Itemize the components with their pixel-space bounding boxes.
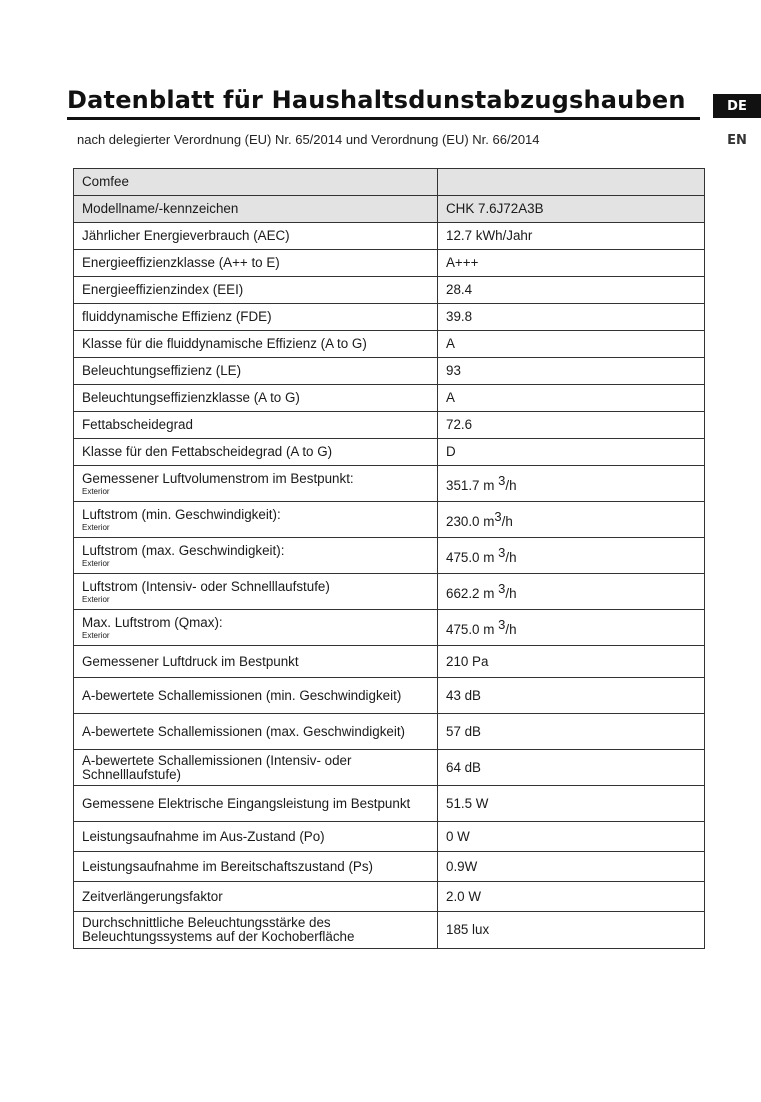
- row-label-cell: [74, 538, 438, 574]
- row-value-cell: [438, 358, 705, 385]
- row-value-cell: [438, 385, 705, 412]
- row-value-exponent: 3: [498, 545, 506, 560]
- row-label: Luftstrom (Intensiv- oder Schnelllaufstufe): [82, 578, 330, 594]
- row-value-cell: [438, 331, 705, 358]
- row-label: Fettabscheidegrad: [82, 417, 193, 432]
- row-label: Energieeffizienzindex (EEI): [82, 282, 244, 297]
- row-value: 28.4: [446, 282, 473, 297]
- row-label: Klasse für die fluiddynamische Effizienz (A to G): [82, 336, 367, 351]
- row-sublabel: Exterior: [82, 558, 110, 568]
- row-value-cell: [438, 466, 705, 502]
- row-label-cell: [74, 574, 438, 610]
- row-value-unit: /h: [501, 514, 513, 529]
- row-sublabel: Exterior: [82, 594, 110, 604]
- row-label: Beleuchtungseffizienz (LE): [82, 363, 242, 378]
- table-row: [74, 882, 705, 912]
- brand-name: Comfee: [74, 169, 438, 196]
- table-row: [74, 331, 705, 358]
- table-row: [74, 852, 705, 882]
- row-value-cell: [438, 304, 705, 331]
- table-row: [74, 358, 705, 385]
- language-tab-de[interactable]: DE: [713, 94, 761, 118]
- row-label-cell: [74, 196, 438, 223]
- table-row: [74, 646, 705, 678]
- table-row: [74, 196, 705, 223]
- table-row: [74, 502, 705, 538]
- row-label: A-bewertete Schallemissionen (max. Geschwindigkeit): [82, 723, 405, 739]
- row-label-cell: [74, 358, 438, 385]
- row-value-exponent: 3: [498, 473, 506, 488]
- row-value-unit: /h: [505, 478, 517, 493]
- regulation-subtitle: nach delegierter Verordnung (EU) Nr. 65/2014 und Verordnung (EU) Nr. 66/2014: [77, 132, 540, 147]
- row-value-cell: [438, 223, 705, 250]
- page-title: Datenblatt für Haushaltsdunstabzugshauben: [67, 86, 686, 114]
- table-row: [74, 277, 705, 304]
- table-row: [74, 822, 705, 852]
- title-underline: [67, 117, 700, 120]
- row-value: 64 dB: [446, 759, 481, 775]
- row-value-cell: [438, 538, 705, 574]
- row-label: Leistungsaufnahme im Bereitschaftszustand (Ps): [82, 858, 374, 874]
- row-value: A+++: [446, 255, 479, 270]
- table-row: [74, 466, 705, 502]
- row-value-cell: [438, 678, 705, 714]
- row-value-exponent: 3: [494, 509, 502, 524]
- row-value: A: [446, 336, 455, 351]
- table-row: [74, 223, 705, 250]
- row-value: 72.6: [446, 417, 473, 432]
- row-label: Gemessener Luftdruck im Bestpunkt: [82, 653, 299, 669]
- row-value-cell: [438, 610, 705, 646]
- table-row: [74, 304, 705, 331]
- row-label-cell: [74, 882, 438, 912]
- row-label-cell: [74, 412, 438, 439]
- row-value-unit: /h: [505, 586, 517, 601]
- row-label: Zeitverlängerungsfaktor: [82, 888, 223, 904]
- row-label-cell: [74, 304, 438, 331]
- row-label: Klasse für den Fettabscheidegrad (A to G): [82, 444, 333, 459]
- table-row: [74, 250, 705, 277]
- row-label: fluiddynamische Effizienz (FDE): [82, 309, 272, 324]
- row-value-cell: [438, 750, 705, 786]
- row-label-cell: [74, 714, 438, 750]
- row-value: 0 W: [446, 828, 470, 844]
- row-value-cell: [438, 412, 705, 439]
- row-value: D: [446, 444, 456, 459]
- row-label-cell: [74, 466, 438, 502]
- row-value-cell: [438, 574, 705, 610]
- row-sublabel: Exterior: [82, 522, 110, 532]
- row-label-cell: [74, 678, 438, 714]
- row-label-cell: [74, 277, 438, 304]
- row-label: Gemessener Luftvolumenstrom im Bestpunkt:: [82, 470, 354, 486]
- row-label-cell: [74, 250, 438, 277]
- datasheet-table: [73, 168, 705, 949]
- row-value: 230.0 m: [446, 514, 495, 529]
- row-label-cell: [74, 852, 438, 882]
- row-label: Leistungsaufnahme im Aus-Zustand (Po): [82, 828, 325, 844]
- brand-value-empty: [438, 169, 705, 196]
- row-value-cell: [438, 786, 705, 822]
- row-label-cell: [74, 646, 438, 678]
- row-label-cell: [74, 822, 438, 852]
- table-row: [74, 412, 705, 439]
- row-label: Durchschnittliche Beleuchtungsstärke des Beleuchtungssystems auf der Kochoberfläche: [82, 915, 355, 944]
- row-value: 2.0 W: [446, 888, 481, 904]
- row-sublabel: Exterior: [82, 486, 110, 496]
- row-value: 475.0 m: [446, 622, 499, 637]
- row-value-cell: [438, 250, 705, 277]
- row-value-exponent: 3: [498, 581, 506, 596]
- row-value-cell: [438, 646, 705, 678]
- row-label-cell: [74, 502, 438, 538]
- row-label: Luftstrom (max. Geschwindigkeit):: [82, 542, 285, 558]
- table-row: [74, 678, 705, 714]
- row-label: Jährlicher Energieverbrauch (AEC): [82, 228, 290, 243]
- row-value: 12.7 kWh/Jahr: [446, 228, 533, 243]
- language-tab-en[interactable]: EN: [727, 132, 747, 148]
- row-value: 210 Pa: [446, 653, 489, 669]
- row-value-cell: [438, 852, 705, 882]
- table-row: [74, 439, 705, 466]
- row-label: Gemessene Elektrische Eingangsleistung im Bestpunkt: [82, 795, 411, 811]
- table-row: [74, 912, 705, 949]
- table-row: [74, 750, 705, 786]
- row-value: 51.5 W: [446, 795, 489, 811]
- row-value: 185 lux: [446, 922, 490, 937]
- row-sublabel: Exterior: [82, 630, 110, 640]
- row-label-cell: [74, 786, 438, 822]
- row-value-cell: [438, 439, 705, 466]
- row-value: 0.9W: [446, 858, 478, 874]
- row-value-cell: [438, 822, 705, 852]
- row-label-cell: [74, 223, 438, 250]
- row-value: 39.8: [446, 309, 473, 324]
- row-value-cell: [438, 882, 705, 912]
- row-label: Modellname/-kennzeichen: [82, 201, 239, 216]
- row-value: A: [446, 390, 455, 405]
- row-value: 475.0 m: [446, 550, 499, 565]
- row-value: 93: [446, 363, 461, 378]
- row-value: CHK 7.6J72A3B: [446, 201, 544, 216]
- brand-row: [74, 169, 705, 196]
- table-row: [74, 385, 705, 412]
- row-label: Beleuchtungseffizienzklasse (A to G): [82, 390, 300, 405]
- row-value-unit: /h: [505, 622, 517, 637]
- row-label-cell: [74, 439, 438, 466]
- row-value: 43 dB: [446, 687, 481, 703]
- row-value: 57 dB: [446, 723, 481, 739]
- row-value-cell: [438, 912, 705, 949]
- row-label-cell: [74, 610, 438, 646]
- row-value-cell: [438, 196, 705, 223]
- table-row: [74, 786, 705, 822]
- row-value-cell: [438, 277, 705, 304]
- row-label: A-bewertete Schallemissionen (Intensiv- oder Schnelllaufstufe): [82, 752, 352, 782]
- row-value-exponent: 3: [498, 617, 506, 632]
- row-label: Max. Luftstrom (Qmax):: [82, 614, 223, 630]
- row-label: Luftstrom (min. Geschwindigkeit):: [82, 506, 281, 522]
- table-row: [74, 538, 705, 574]
- row-label-cell: [74, 331, 438, 358]
- row-value-cell: [438, 502, 705, 538]
- row-value: 351.7 m: [446, 478, 499, 493]
- table-row: [74, 714, 705, 750]
- row-value-cell: [438, 714, 705, 750]
- row-label-cell: [74, 912, 438, 949]
- row-label-cell: [74, 750, 438, 786]
- row-label: Energieeffizienzklasse (A++ to E): [82, 255, 280, 270]
- row-value-unit: /h: [505, 550, 517, 565]
- table-row: [74, 610, 705, 646]
- row-value: 662.2 m: [446, 586, 499, 601]
- table-row: [74, 574, 705, 610]
- row-label: A-bewertete Schallemissionen (min. Geschwindigkeit): [82, 687, 402, 703]
- row-label-cell: [74, 385, 438, 412]
